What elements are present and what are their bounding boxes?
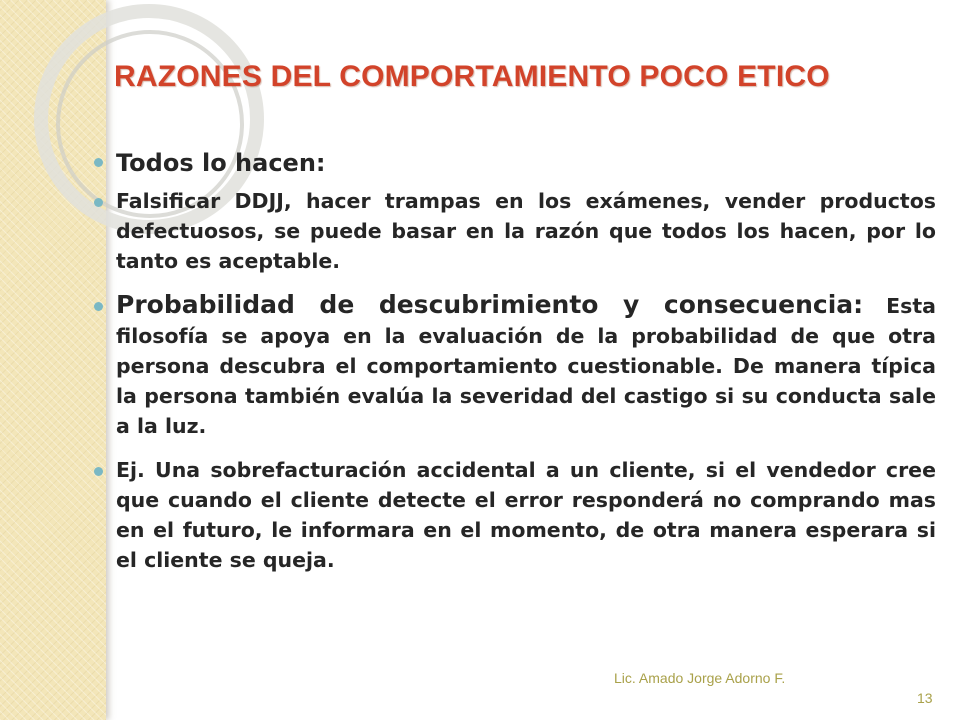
bullet-item-falsificar	[90, 186, 936, 276]
bullet-lead: Todos lo hacen:	[116, 149, 326, 177]
bullet-dot-icon	[94, 467, 103, 476]
bullet-lead: Probabilidad de descubrimiento y consecuencia:	[116, 290, 864, 319]
bullet-item-probabilidad	[90, 290, 936, 441]
bullet-text: Esta filosofía se apoya en la evaluación de la probabilidad de que otra persona descubra el comportamiento cuestionable. De manera típica la persona también evalúa la severidad del castigo si su conducta sale a la luz.	[116, 294, 936, 438]
bullet-dot-icon	[94, 158, 103, 167]
footer-author: Lic. Amado Jorge Adorno F.	[614, 670, 786, 686]
bullet-item-ejemplo	[90, 455, 936, 575]
slide-title: RAZONES DEL COMPORTAMIENTO POCO ETICO	[114, 60, 830, 93]
bullet-item-todos-lo-hacen	[90, 146, 936, 180]
bullet-dot-icon	[94, 302, 103, 311]
bullet-text: Ej. Una sobrefacturación accidental a un cliente, si el vendedor cree que cuando el cliente detecte el error responderá no comprando mas en el futuro, le informara en el momento, de otra manera esperara si el cliente se queja.	[116, 458, 936, 572]
bullet-list	[90, 146, 936, 589]
page-number: 13	[917, 690, 933, 706]
bullet-text: Falsificar DDJJ, hacer trampas en los exámenes, vender productos defectuosos, se puede basar en la razón que todos los hacen, por lo tanto es aceptable.	[116, 189, 936, 273]
bullet-dot-icon	[94, 198, 103, 207]
